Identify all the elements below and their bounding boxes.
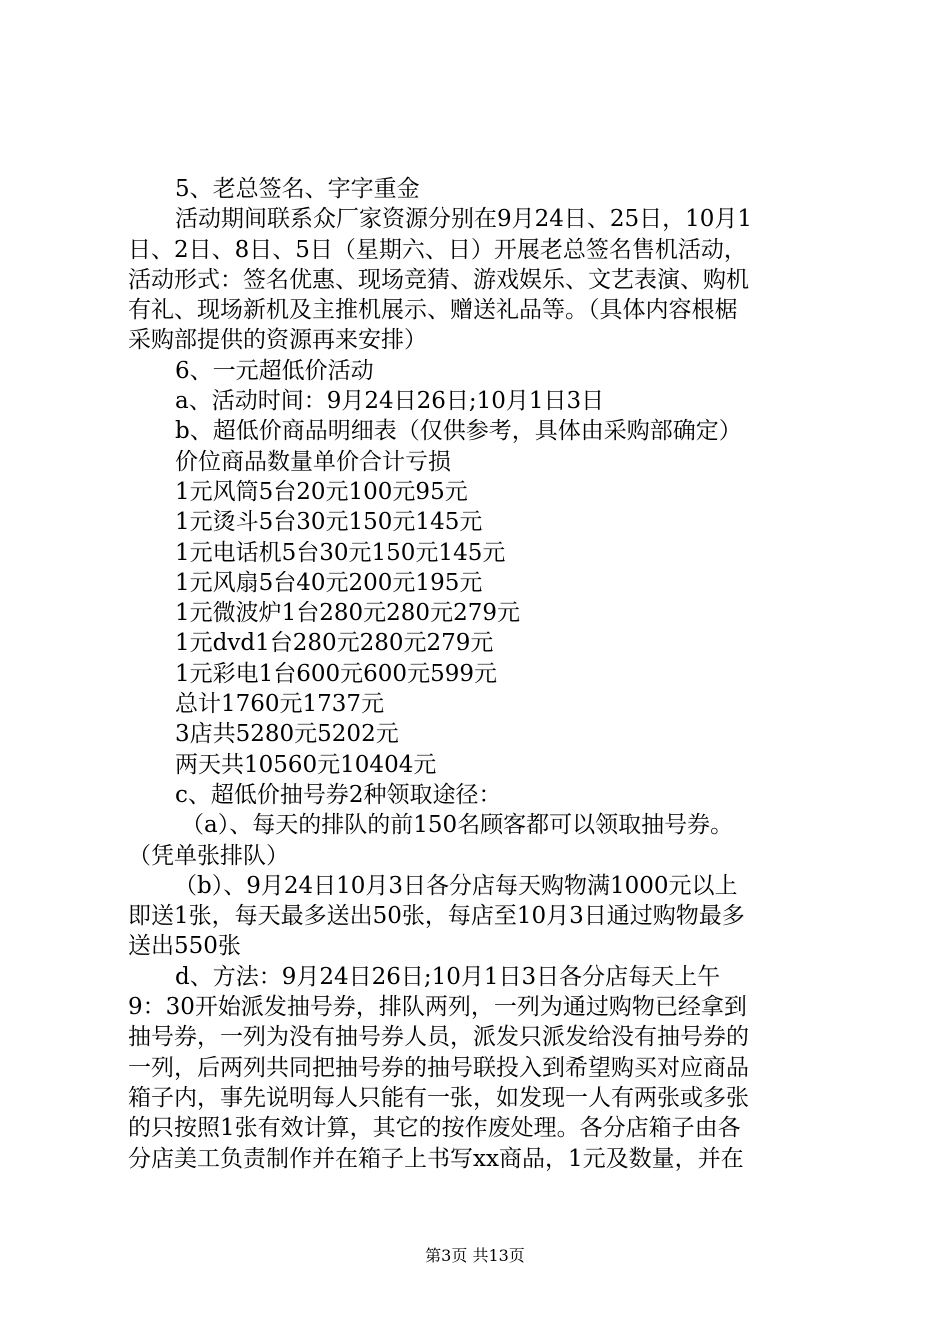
text-line: 1元dvd1台280元280元279元 (175, 630, 494, 657)
text-line: 日、2日、8日、5日（星期六、日）开展老总签名售机活动， (128, 236, 747, 263)
text-line: （b）、9月24日10月3日各分店每天购物满1000元以上 (174, 872, 738, 899)
text-line: 活动形式：签名优惠、现场竞猜、游戏娱乐、文艺表演、购机 (128, 266, 749, 293)
text-line: b、超低价商品明细表（仅供参考，具体由采购部确定） (175, 418, 742, 445)
text-line: 价位商品数量单价合计亏损 (175, 448, 451, 475)
text-line: d、方法：9月24日26日;10月1日3日各分店每天上午 (175, 963, 721, 990)
text-line: 的只按照1张有效计算，其它的按作废处理。各分店箱子由各 (128, 1115, 741, 1142)
text-line: a、活动时间：9月24日26日;10月1日3日 (175, 388, 605, 415)
text-line: 5、老总签名、字字重金 (175, 176, 420, 202)
text-line: 抽号券，一列为没有抽号券人员，派发只派发给没有抽号券的 (128, 1024, 749, 1051)
page-footer: 第3页 共13页 (425, 1246, 525, 1265)
text-line: 1元风筒5台20元100元95元 (175, 478, 468, 505)
text-line: 两天共10560元10404元 (175, 751, 437, 778)
text-line: 送出550张 (128, 933, 241, 960)
text-line: 1元电话机5台30元150元145元 (175, 539, 506, 566)
text-line: 1元微波炉1台280元280元279元 (175, 600, 520, 627)
text-line: 分店美工负责制作并在箱子上书写xx商品，1元及数量，并在 (128, 1145, 744, 1172)
text-line: 采购部提供的资源再来安排） (128, 327, 427, 354)
text-line: 1元彩电1台600元600元599元 (175, 660, 497, 687)
text-line: 即送1张，每天最多送出50张，每店至10月3日通过购物最多 (128, 903, 745, 930)
text-line: 6、一元超低价活动 (175, 357, 374, 384)
document-body (128, 174, 832, 1174)
text-line: 1元风扇5台40元200元195元 (175, 569, 483, 596)
text-line: 1元烫斗5台30元150元145元 (175, 509, 483, 536)
text-line: 9：30开始派发抽号券，排队两列，一列为通过购物已经拿到 (128, 994, 747, 1021)
text-line: （凭单张排队） (128, 842, 289, 869)
text-line: c、超低价抽号券2种领取途径： (175, 781, 502, 808)
text-line: 有礼、现场新机及主推机展示、赠送礼品等。（具体内容根椐 (128, 297, 738, 324)
text-line: （a）、每天的排队的前150名顾客都可以领取抽号券。 (181, 812, 734, 839)
text-line: 总计1760元1737元 (175, 691, 385, 718)
text-line: 箱子内，事先说明每人只能有一张，如发现一人有两张或多张 (128, 1084, 749, 1111)
text-line: 活动期间联系众厂家资源分别在9月24日、25日，10月1 (175, 206, 753, 233)
text-line: 3店共5280元5202元 (175, 721, 399, 748)
text-line: 一列，后两列共同把抽号券的抽号联投入到希望购买对应商品 (128, 1054, 749, 1081)
